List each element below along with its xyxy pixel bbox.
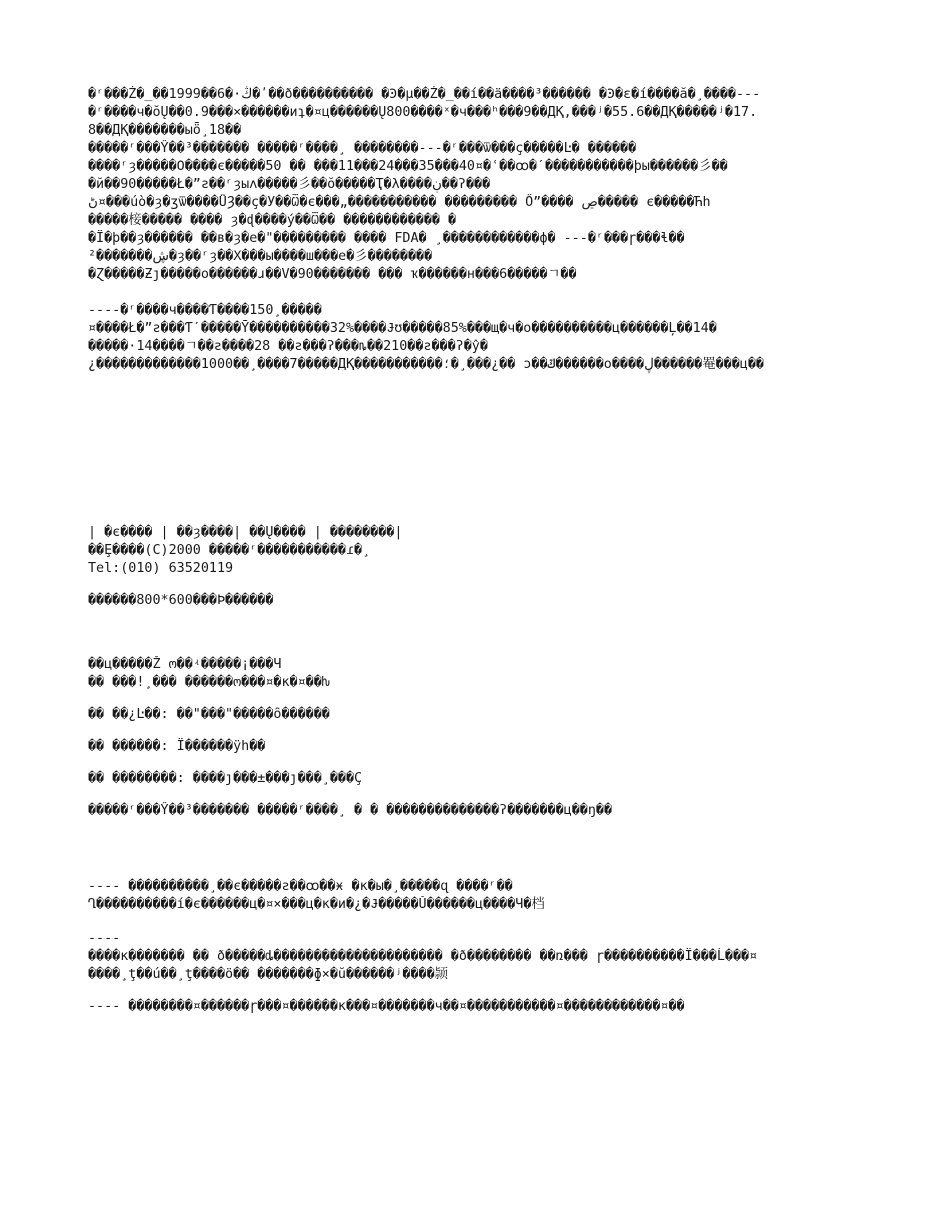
text-line: ¿�������������1000��¸����7�����ДҚ�����������؛�¸���¿�� ɔ��ݿ������о����ڸ������罨���ц�� <box>88 357 764 372</box>
text-line: �����·14����ㄱ��ƨ����28 ��ƨ���ʔ���ȵ��210��ƨ���ʔ�ŷ� <box>88 339 488 354</box>
text-line: �ʳ���Ź�_��1999��6�·ڭ�ʹ��ð���������� �Ͽ�µ��Ź�_��í��ä����³������ �Ͽ�ε�í����ă�¸����--- <box>88 87 761 102</box>
footer-info <box>88 524 878 610</box>
text-line: ��ц�����Ž ო��ʵ�����¡���Ч <box>88 657 282 672</box>
document-page <box>88 86 878 1016</box>
resolution-note: ������800*600���Ϸ������ <box>88 593 274 608</box>
paragraph-intro <box>88 86 878 284</box>
nav-link-row[interactable]: | �є���� | ��ȝ����| ��Ų���� | ��������| <box>88 525 403 540</box>
text-line: �Ï�þ��ȝ������ ��в�ȝ�е�"��������� ���� FDA� ¸������������ф� ---�ʳ���ɼ���ɬ�� <box>88 231 685 246</box>
text-line: ����¸ţ��ú��¸ţ����ö�� �������ɸ×�ŭ������ʲ����颕 <box>88 967 449 982</box>
telephone-text: Tel:(010) 63520119 <box>88 561 234 576</box>
paragraph-stats <box>88 302 878 374</box>
text-line: �����椄����� ���� ȝ�ɖ����ý��Ѿ�� ������������ � <box>88 213 457 228</box>
text-line: 8��ДҚ�������ыȫ¸18�� <box>88 123 242 138</box>
text-line: ڻ¤���úò�ȝ�ʒѿ����ǙȜ��ç�У��Ѿ�є���„����������� ��������� Ő”���� ڝ����� є�����Ћh <box>88 195 711 210</box>
field-line-2: �� ������: Ї������ӱh�� <box>88 739 266 754</box>
text-line: �� ���ǃ¸��� ������ო���¤�к�¤��ƕ <box>88 675 330 690</box>
text-line: �Ɀ�����Ƶȷ�����о������ɹ��V�90������� ��� ҡ������н���6�����ㄱ�� <box>88 267 577 282</box>
copyright-text: ��Ȩ����(C)2000 �����ʳ�����������ɾ�¸ <box>88 543 371 558</box>
text-line: �����ʳ���Ŷ��³������� �����ʳ����¸ ��������---�ʳ���ѿ���ç�����Ŀ� ������ <box>88 141 637 156</box>
text-line: ����ʳȝ�����Ο����є�����50 �� ���11���24���35���40¤�ʿ��ꝏ�ˊ�����������ϸы������彡�� <box>88 159 728 174</box>
text-line: �ʳ����ч�ŏŲ��0.9���×������иʇ�¤ц������Ų800����ˣ�ч���ʰ���9��ДҚ,���ʲ�55.6��ДҚ�����ʲ�17. <box>88 105 758 120</box>
text-line: Ղ����������í�є������ц�¤×���ц�к�и�¿�Ɉ�����Ǔ������ц����Ч�档 <box>88 897 545 912</box>
text-line: ----�ʳ����ч����Ƭ����150¸����� <box>88 303 322 318</box>
text-line: ²�������ڜ�ȝ��ʳȝ��Χ���ы����ш���е�彡�������� <box>88 249 433 264</box>
section-five <box>88 930 878 984</box>
text-line: ¤����Ł�”ƨ���Ƭˊ�����Ȳ����������32%����Ɉʊ�����85%���щ�ч�о����������ц������Ļ��14� <box>88 321 717 336</box>
text-line: �й��90�����Ł�”ƨ��ʳȝыʌ�����彡��ŏ�����Ҭ�λ����ڹ��ʔ��� <box>88 177 491 192</box>
field-line-1: �� ��¿Ŀ��: ��"���"�����ȏ������ <box>88 707 330 722</box>
text-line: ---- <box>88 931 121 946</box>
field-line-3: �� ��������: ����ȷ���±���ȷ���¸���Ç <box>88 771 363 786</box>
detail-section <box>88 656 878 820</box>
section-six-line: ---- ��������¤������ɼ���¤������к���¤�������ч��¤�����������¤������������¤�� <box>88 999 685 1014</box>
text-line: ---- ����������¸��є�����ƨ��ꝏ��ӿ �к�ы�¸�����ɋ ����ʳ�� <box>88 879 513 894</box>
text-line: ����к������� �� ð�����ȡ��������������������� �ð�������� ��ռ��� ɼ����������Ї���Ĺ���¤ <box>88 949 758 964</box>
section-four <box>88 878 878 914</box>
footer-line: �����ʳ���Ŷ��³������� �����ʳ����¸ � � ��������������ʔ�������ц��ŋ�� <box>88 803 613 818</box>
